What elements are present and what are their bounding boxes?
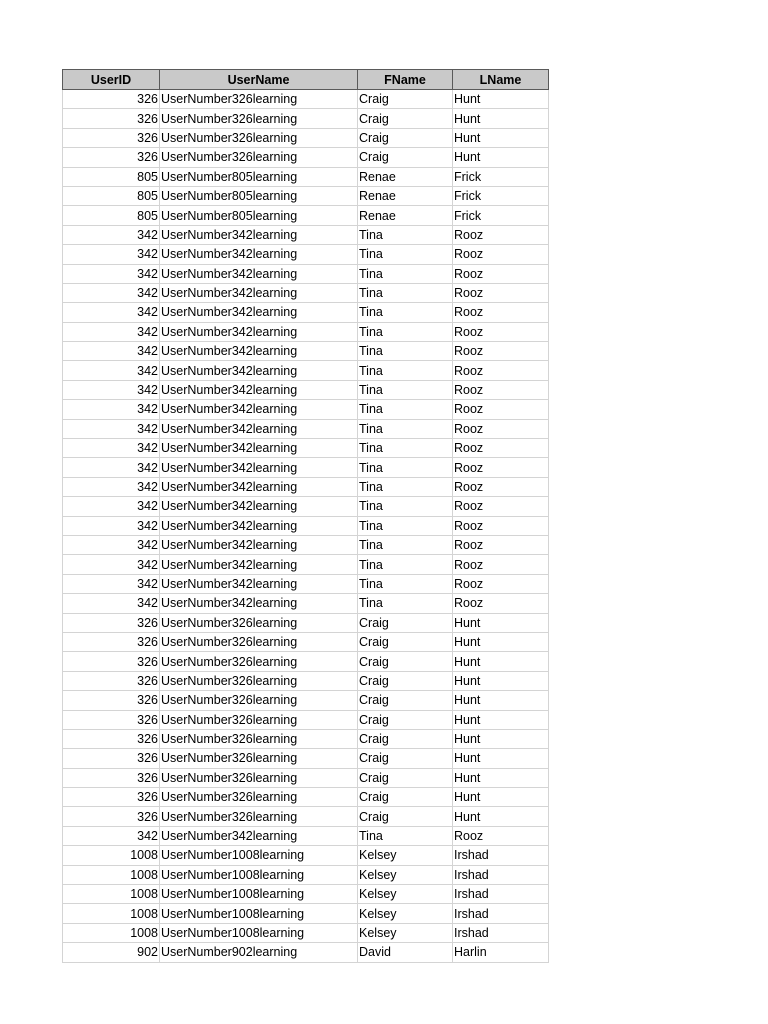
user-id-cell[interactable]: 1008 (63, 885, 160, 904)
first-name-cell[interactable]: Craig (358, 749, 453, 768)
user-name-cell[interactable]: UserNumber342learning (160, 439, 358, 458)
spreadsheet (62, 69, 548, 963)
user-id-cell[interactable]: 805 (63, 167, 160, 186)
table-row (63, 749, 549, 768)
table-row (63, 186, 549, 205)
table-row (63, 128, 549, 147)
first-name-cell[interactable]: Tina (358, 342, 453, 361)
user-name-cell[interactable]: UserNumber326learning (160, 671, 358, 690)
user-id-cell[interactable]: 326 (63, 729, 160, 748)
column-header-lname[interactable]: LName (453, 70, 549, 90)
first-name-cell[interactable]: Tina (358, 826, 453, 845)
table-row (63, 497, 549, 516)
table-body (63, 90, 549, 963)
user-name-cell[interactable]: UserNumber326learning (160, 148, 358, 167)
table-row (63, 788, 549, 807)
first-name-cell[interactable]: Tina (358, 322, 453, 341)
first-name-cell[interactable]: Renae (358, 206, 453, 225)
last-name-cell[interactable]: Hunt (453, 710, 549, 729)
last-name-cell[interactable]: Hunt (453, 788, 549, 807)
first-name-cell[interactable]: Kelsey (358, 865, 453, 884)
user-id-cell[interactable]: 326 (63, 148, 160, 167)
table-row (63, 439, 549, 458)
first-name-cell[interactable]: Tina (358, 303, 453, 322)
user-id-cell[interactable]: 902 (63, 943, 160, 962)
first-name-cell[interactable]: Tina (358, 516, 453, 535)
first-name-cell[interactable]: Tina (358, 419, 453, 438)
last-name-cell[interactable]: Harlin (453, 943, 549, 962)
user-name-cell[interactable]: UserNumber342learning (160, 225, 358, 244)
user-name-cell[interactable]: UserNumber1008learning (160, 885, 358, 904)
last-name-cell[interactable]: Rooz (453, 458, 549, 477)
table-row (63, 729, 549, 748)
user-id-cell[interactable]: 342 (63, 419, 160, 438)
table-row (63, 90, 549, 109)
last-name-cell[interactable]: Rooz (453, 535, 549, 554)
table-row (63, 516, 549, 535)
user-name-cell[interactable]: UserNumber342learning (160, 826, 358, 845)
user-name-cell[interactable]: UserNumber342learning (160, 555, 358, 574)
user-id-cell[interactable]: 326 (63, 749, 160, 768)
first-name-cell[interactable]: Tina (358, 555, 453, 574)
table-row (63, 477, 549, 496)
last-name-cell[interactable]: Hunt (453, 613, 549, 632)
last-name-cell[interactable]: Frick (453, 206, 549, 225)
last-name-cell[interactable]: Hunt (453, 90, 549, 109)
table-row (63, 148, 549, 167)
user-name-cell[interactable]: UserNumber342learning (160, 574, 358, 593)
first-name-cell[interactable]: Craig (358, 128, 453, 147)
first-name-cell[interactable]: Tina (358, 439, 453, 458)
first-name-cell[interactable]: Craig (358, 671, 453, 690)
user-name-cell[interactable]: UserNumber342learning (160, 594, 358, 613)
user-name-cell[interactable]: UserNumber805learning (160, 167, 358, 186)
user-id-cell[interactable]: 342 (63, 555, 160, 574)
first-name-cell[interactable]: Craig (358, 768, 453, 787)
last-name-cell[interactable]: Frick (453, 186, 549, 205)
last-name-cell[interactable]: Rooz (453, 283, 549, 302)
user-name-cell[interactable]: UserNumber326learning (160, 613, 358, 632)
user-name-cell[interactable]: UserNumber805learning (160, 186, 358, 205)
first-name-cell[interactable]: Craig (358, 652, 453, 671)
user-id-cell[interactable]: 342 (63, 535, 160, 554)
data-table (62, 69, 549, 963)
user-name-cell[interactable]: UserNumber805learning (160, 206, 358, 225)
last-name-cell[interactable]: Hunt (453, 768, 549, 787)
first-name-cell[interactable]: Tina (358, 458, 453, 477)
user-name-cell[interactable]: UserNumber342learning (160, 342, 358, 361)
user-id-cell[interactable]: 326 (63, 768, 160, 787)
last-name-cell[interactable]: Frick (453, 167, 549, 186)
user-name-cell[interactable]: UserNumber1008learning (160, 846, 358, 865)
user-name-cell[interactable]: UserNumber326learning (160, 807, 358, 826)
user-id-cell[interactable]: 326 (63, 128, 160, 147)
first-name-cell[interactable]: Craig (358, 691, 453, 710)
first-name-cell[interactable]: Kelsey (358, 885, 453, 904)
user-id-cell[interactable]: 342 (63, 826, 160, 845)
user-id-cell[interactable]: 342 (63, 361, 160, 380)
user-name-cell[interactable]: UserNumber342learning (160, 245, 358, 264)
first-name-cell[interactable]: Renae (358, 167, 453, 186)
user-name-cell[interactable]: UserNumber326learning (160, 109, 358, 128)
last-name-cell[interactable]: Rooz (453, 380, 549, 399)
last-name-cell[interactable]: Rooz (453, 419, 549, 438)
table-row (63, 283, 549, 302)
last-name-cell[interactable]: Rooz (453, 516, 549, 535)
table-row (63, 225, 549, 244)
first-name-cell[interactable]: Tina (358, 594, 453, 613)
header-row (63, 70, 549, 90)
user-id-cell[interactable]: 1008 (63, 865, 160, 884)
first-name-cell[interactable]: Tina (358, 245, 453, 264)
user-name-cell[interactable]: UserNumber342learning (160, 322, 358, 341)
user-id-cell[interactable]: 342 (63, 322, 160, 341)
first-name-cell[interactable]: Renae (358, 186, 453, 205)
user-id-cell[interactable]: 342 (63, 458, 160, 477)
last-name-cell[interactable]: Rooz (453, 439, 549, 458)
first-name-cell[interactable]: Tina (358, 574, 453, 593)
user-id-cell[interactable]: 326 (63, 671, 160, 690)
last-name-cell[interactable]: Hunt (453, 109, 549, 128)
table-row (63, 206, 549, 225)
user-id-cell[interactable]: 342 (63, 303, 160, 322)
first-name-cell[interactable]: Craig (358, 710, 453, 729)
user-name-cell[interactable]: UserNumber326learning (160, 710, 358, 729)
user-id-cell[interactable]: 1008 (63, 923, 160, 942)
user-name-cell[interactable]: UserNumber342learning (160, 400, 358, 419)
user-id-cell[interactable]: 342 (63, 516, 160, 535)
table-row (63, 923, 549, 942)
user-name-cell[interactable]: UserNumber342learning (160, 516, 358, 535)
last-name-cell[interactable]: Rooz (453, 225, 549, 244)
user-id-cell[interactable]: 342 (63, 439, 160, 458)
user-name-cell[interactable]: UserNumber326learning (160, 691, 358, 710)
last-name-cell[interactable]: Rooz (453, 594, 549, 613)
user-name-cell[interactable]: UserNumber342learning (160, 535, 358, 554)
table-row (63, 710, 549, 729)
user-id-cell[interactable]: 342 (63, 574, 160, 593)
last-name-cell[interactable]: Hunt (453, 632, 549, 651)
first-name-cell[interactable]: Craig (358, 148, 453, 167)
table-row (63, 109, 549, 128)
user-id-cell[interactable]: 1008 (63, 904, 160, 923)
last-name-cell[interactable]: Irshad (453, 923, 549, 942)
first-name-cell[interactable]: Craig (358, 90, 453, 109)
last-name-cell[interactable]: Rooz (453, 574, 549, 593)
user-name-cell[interactable]: UserNumber1008learning (160, 923, 358, 942)
user-id-cell[interactable]: 342 (63, 225, 160, 244)
user-name-cell[interactable]: UserNumber342learning (160, 264, 358, 283)
user-id-cell[interactable]: 342 (63, 264, 160, 283)
table-row (63, 613, 549, 632)
table-row (63, 555, 549, 574)
user-id-cell[interactable]: 342 (63, 380, 160, 399)
first-name-cell[interactable]: Tina (358, 225, 453, 244)
user-id-cell[interactable]: 326 (63, 691, 160, 710)
user-name-cell[interactable]: UserNumber326learning (160, 632, 358, 651)
table-row (63, 846, 549, 865)
last-name-cell[interactable]: Rooz (453, 555, 549, 574)
user-id-cell[interactable]: 326 (63, 90, 160, 109)
last-name-cell[interactable]: Rooz (453, 497, 549, 516)
last-name-cell[interactable]: Hunt (453, 128, 549, 147)
user-id-cell[interactable]: 326 (63, 807, 160, 826)
table-row (63, 632, 549, 651)
user-id-cell[interactable]: 326 (63, 109, 160, 128)
table-row (63, 943, 549, 962)
table-row (63, 671, 549, 690)
table-row (63, 322, 549, 341)
table-row (63, 691, 549, 710)
last-name-cell[interactable]: Rooz (453, 477, 549, 496)
first-name-cell[interactable]: Kelsey (358, 846, 453, 865)
first-name-cell[interactable]: Craig (358, 788, 453, 807)
last-name-cell[interactable]: Rooz (453, 245, 549, 264)
first-name-cell[interactable]: Tina (358, 380, 453, 399)
user-name-cell[interactable]: UserNumber326learning (160, 729, 358, 748)
user-name-cell[interactable]: UserNumber342learning (160, 477, 358, 496)
user-id-cell[interactable]: 342 (63, 497, 160, 516)
user-name-cell[interactable]: UserNumber326learning (160, 768, 358, 787)
table-row (63, 458, 549, 477)
first-name-cell[interactable]: Craig (358, 729, 453, 748)
last-name-cell[interactable]: Irshad (453, 865, 549, 884)
table-row (63, 535, 549, 554)
table-row (63, 380, 549, 399)
table-row (63, 885, 549, 904)
user-name-cell[interactable]: UserNumber342learning (160, 380, 358, 399)
table-row (63, 419, 549, 438)
first-name-cell[interactable]: Tina (358, 400, 453, 419)
user-name-cell[interactable]: UserNumber326learning (160, 90, 358, 109)
user-name-cell[interactable]: UserNumber326learning (160, 652, 358, 671)
table-row (63, 400, 549, 419)
user-name-cell[interactable]: UserNumber342learning (160, 283, 358, 302)
user-name-cell[interactable]: UserNumber326learning (160, 128, 358, 147)
first-name-cell[interactable]: Craig (358, 109, 453, 128)
user-id-cell[interactable]: 805 (63, 186, 160, 205)
first-name-cell[interactable]: Craig (358, 807, 453, 826)
user-name-cell[interactable]: UserNumber326learning (160, 788, 358, 807)
first-name-cell[interactable]: Kelsey (358, 923, 453, 942)
first-name-cell[interactable]: Tina (358, 361, 453, 380)
user-id-cell[interactable]: 342 (63, 594, 160, 613)
user-id-cell[interactable]: 326 (63, 632, 160, 651)
table-row (63, 574, 549, 593)
user-id-cell[interactable]: 342 (63, 477, 160, 496)
last-name-cell[interactable]: Irshad (453, 885, 549, 904)
user-id-cell[interactable]: 805 (63, 206, 160, 225)
first-name-cell[interactable]: Craig (358, 632, 453, 651)
user-id-cell[interactable]: 342 (63, 245, 160, 264)
user-name-cell[interactable]: UserNumber342learning (160, 458, 358, 477)
user-name-cell[interactable]: UserNumber1008learning (160, 904, 358, 923)
user-name-cell[interactable]: UserNumber326learning (160, 749, 358, 768)
last-name-cell[interactable]: Irshad (453, 846, 549, 865)
last-name-cell[interactable]: Hunt (453, 652, 549, 671)
first-name-cell[interactable]: Tina (358, 535, 453, 554)
table-row (63, 594, 549, 613)
first-name-cell[interactable]: Tina (358, 283, 453, 302)
user-name-cell[interactable]: UserNumber342learning (160, 419, 358, 438)
table-row (63, 361, 549, 380)
user-id-cell[interactable]: 342 (63, 400, 160, 419)
last-name-cell[interactable]: Hunt (453, 729, 549, 748)
last-name-cell[interactable]: Hunt (453, 148, 549, 167)
last-name-cell[interactable]: Rooz (453, 264, 549, 283)
first-name-cell[interactable]: Tina (358, 477, 453, 496)
table-row (63, 652, 549, 671)
first-name-cell[interactable]: Tina (358, 497, 453, 516)
user-id-cell[interactable]: 326 (63, 710, 160, 729)
table-row (63, 342, 549, 361)
user-name-cell[interactable]: UserNumber342learning (160, 497, 358, 516)
table-row (63, 807, 549, 826)
table-row (63, 264, 549, 283)
last-name-cell[interactable]: Rooz (453, 826, 549, 845)
user-id-cell[interactable]: 1008 (63, 846, 160, 865)
first-name-cell[interactable]: Craig (358, 613, 453, 632)
first-name-cell[interactable]: Kelsey (358, 904, 453, 923)
user-id-cell[interactable]: 342 (63, 283, 160, 302)
last-name-cell[interactable]: Rooz (453, 342, 549, 361)
last-name-cell[interactable]: Rooz (453, 303, 549, 322)
first-name-cell[interactable]: David (358, 943, 453, 962)
user-id-cell[interactable]: 326 (63, 788, 160, 807)
table-row (63, 826, 549, 845)
last-name-cell[interactable]: Hunt (453, 749, 549, 768)
table-row (63, 245, 549, 264)
user-name-cell[interactable]: UserNumber342learning (160, 303, 358, 322)
column-header-username[interactable]: UserName (160, 70, 358, 90)
column-header-fname[interactable]: FName (358, 70, 453, 90)
user-name-cell[interactable]: UserNumber342learning (160, 361, 358, 380)
user-id-cell[interactable]: 326 (63, 613, 160, 632)
table-row (63, 167, 549, 186)
last-name-cell[interactable]: Hunt (453, 671, 549, 690)
column-header-userid[interactable]: UserID (63, 70, 160, 90)
user-id-cell[interactable]: 326 (63, 652, 160, 671)
first-name-cell[interactable]: Tina (358, 264, 453, 283)
table-row (63, 865, 549, 884)
table-row (63, 904, 549, 923)
last-name-cell[interactable]: Hunt (453, 807, 549, 826)
table-row (63, 768, 549, 787)
user-name-cell[interactable]: UserNumber1008learning (160, 865, 358, 884)
last-name-cell[interactable]: Hunt (453, 691, 549, 710)
last-name-cell[interactable]: Rooz (453, 322, 549, 341)
user-name-cell[interactable]: UserNumber902learning (160, 943, 358, 962)
last-name-cell[interactable]: Rooz (453, 400, 549, 419)
last-name-cell[interactable]: Irshad (453, 904, 549, 923)
table-row (63, 303, 549, 322)
last-name-cell[interactable]: Rooz (453, 361, 549, 380)
user-id-cell[interactable]: 342 (63, 342, 160, 361)
